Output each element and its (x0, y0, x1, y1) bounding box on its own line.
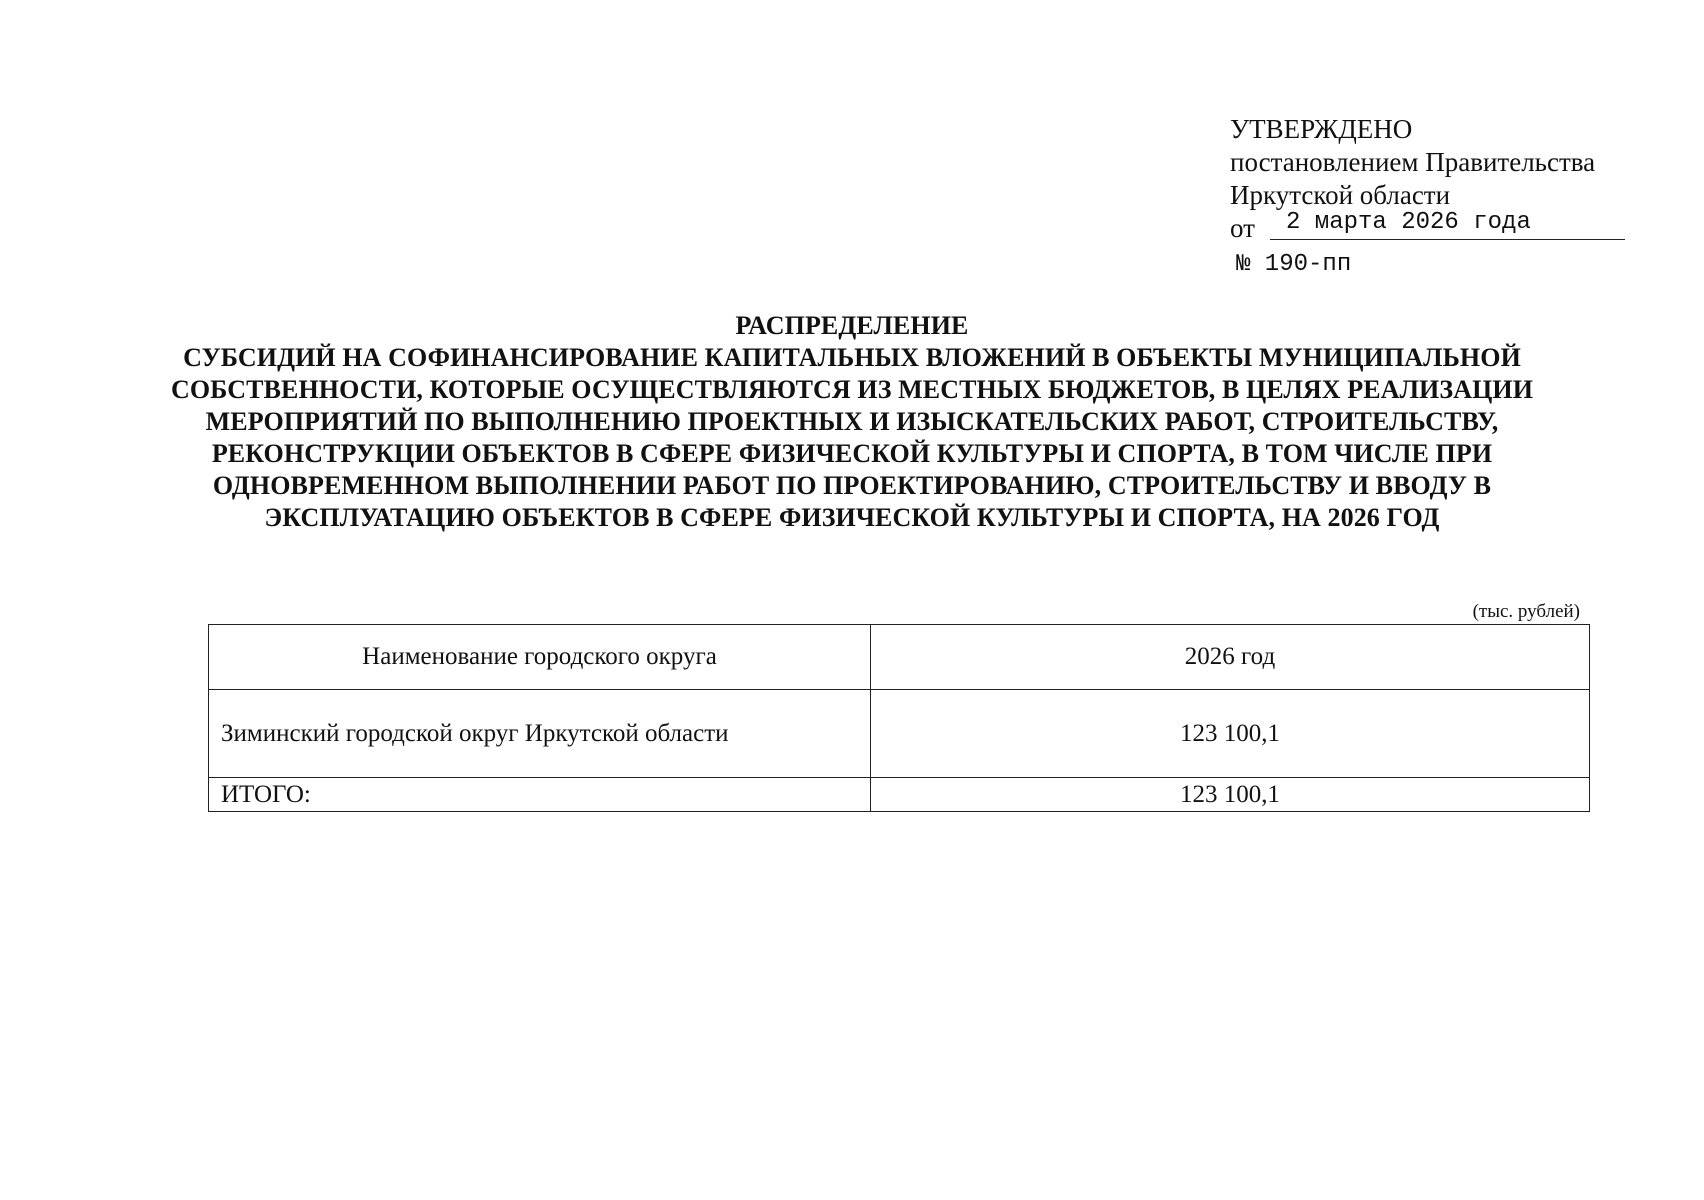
cell-total-amount: 123 100,1 (871, 778, 1590, 812)
approval-heading: УТВЕРЖДЕНО (1230, 114, 1413, 144)
table-row (209, 690, 1590, 778)
distribution-table (208, 624, 1590, 812)
title-subheading: СУБСИДИЙ НА СОФИНАНСИРОВАНИЕ КАПИТАЛЬНЫХ ВЛОЖЕНИЙ В ОБЪЕКТЫ МУНИЦИПАЛЬНОЙ СОБСТВЕННОСТИ, КОТОРЫЕ ОСУЩЕСТВЛЯЮТСЯ ИЗ МЕСТНЫХ БЮДЖЕТОВ, В ЦЕЛЯХ РЕАЛИЗАЦИИ МЕРОПРИЯТИЙ ПО ВЫПОЛНЕНИЮ ПРОЕКТНЫХ И ИЗЫСКАТЕЛЬСКИХ РАБОТ, СТРОИТЕЛЬСТВУ, РЕКОНСТРУКЦИИ ОБЪЕКТОВ В СФЕРЕ ФИЗИЧЕСКОЙ КУЛЬТУРЫ И СПОРТА, В ТОМ ЧИСЛЕ ПРИ ОДНОВРЕМЕННОМ ВЫПОЛНЕНИИ РАБОТ ПО ПРОЕКТИРОВАНИЮ, СТРОИТЕЛЬСТВУ И ВВОДУ В ЭКСПЛУАТАЦИЮ ОБЪЕКТОВ В СФЕРЕ ФИЗИЧЕСКОЙ КУЛЬТУРЫ И СПОРТА, НА 2026 ГОД (170, 343, 1534, 532)
header-cell-name: Наименование городского округа (209, 625, 871, 690)
header-cell-year: 2026 год (871, 625, 1590, 690)
approval-line-region: Иркутской области (1230, 180, 1451, 210)
cell-district-name: Зиминский городской округ Иркутской области (209, 690, 871, 778)
approval-date: 2 марта 2026 года (1270, 206, 1625, 240)
cell-district-amount: 123 100,1 (871, 690, 1590, 778)
approval-stamp (1230, 113, 1630, 281)
document-title (150, 310, 1554, 534)
approval-date-row (1230, 209, 1630, 246)
approval-number: № 190-пп (1236, 251, 1352, 278)
approval-line-resolution: постановлением Правительства (1230, 147, 1596, 177)
unit-label: (тыс. рублей) (1472, 601, 1580, 622)
title-heading: РАСПРЕДЕЛЕНИЕ (735, 311, 969, 340)
table-header-row (209, 625, 1590, 690)
table-total-row (209, 778, 1590, 812)
cell-total-label: ИТОГО: (209, 778, 871, 812)
date-prefix: от (1230, 213, 1255, 243)
